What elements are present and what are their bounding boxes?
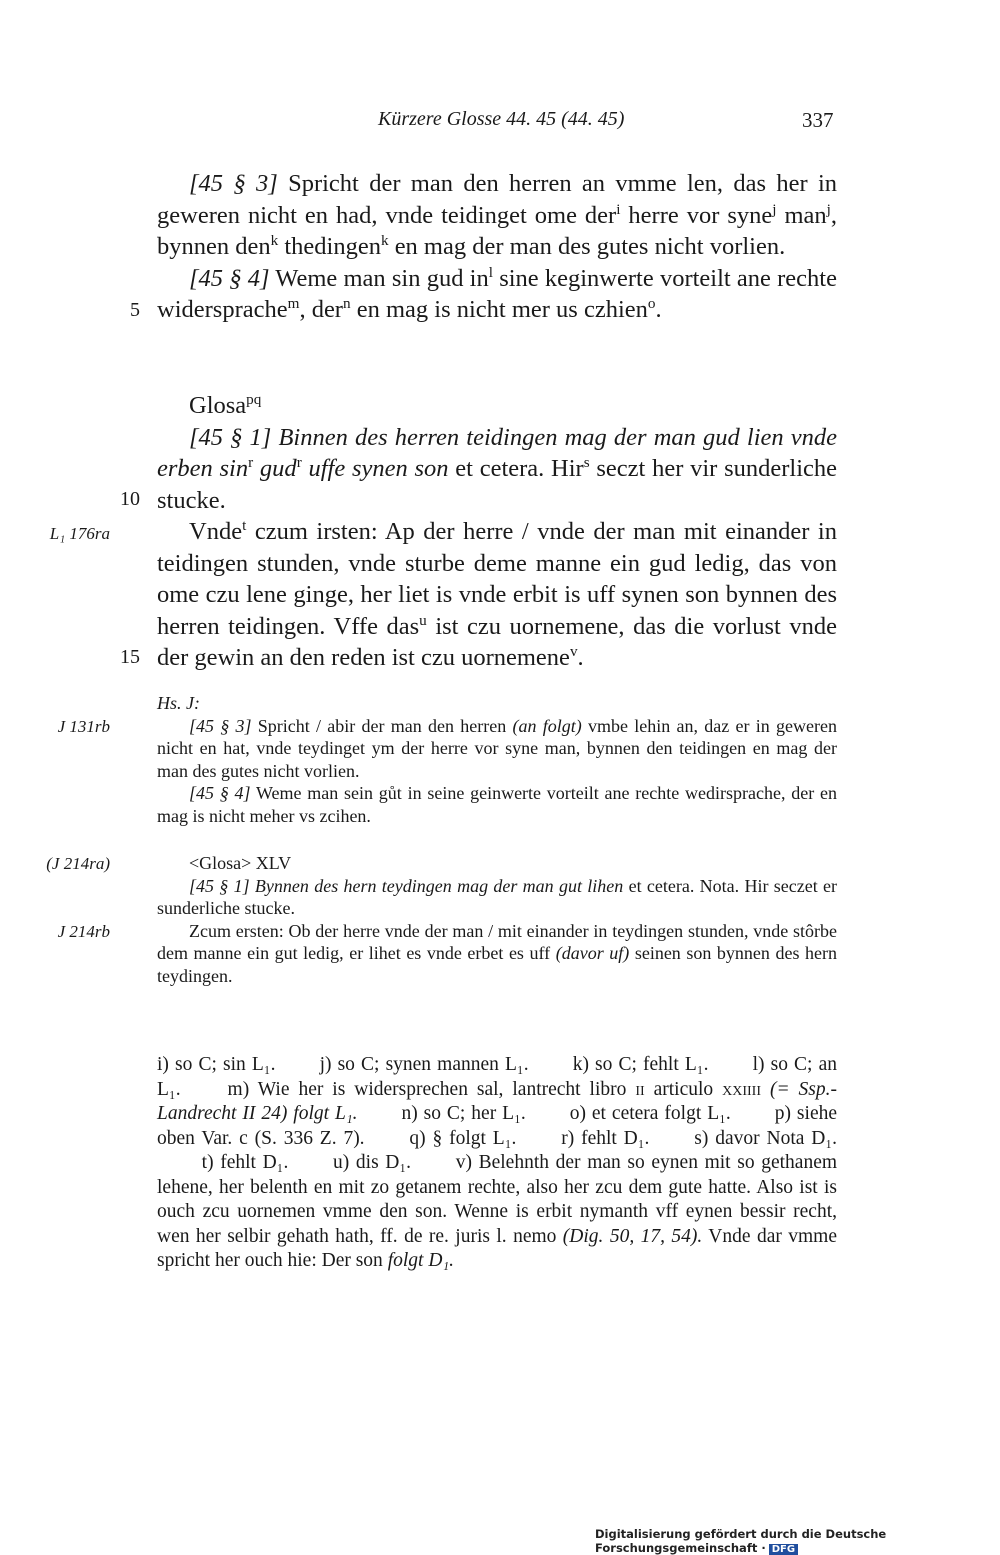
margin-ref: L₁ 176ra: [49, 524, 110, 543]
footnote-n: n) so C; her L₁.: [401, 1103, 526, 1124]
dfg-logo: DFG: [769, 1544, 798, 1555]
footnote-q: q) § folgt L₁.: [409, 1127, 517, 1149]
hs-paragraph-45-4: [45 § 4] Weme man sein gůt in seine geinwerte vorteilt ane rechte wedirsprache, der en mag is nicht meher vs zcihen.: [157, 783, 837, 826]
hs-paragraph-zcum-ersten: Zcum ersten: Ob der herre vnde der man / mit einander in teydingen stunden, vnde stôrbe dem manne ein gut ledig, er lihet es vnde erbet es uff (davor uf) seinen son bynnen des hern teydingen.: [157, 920, 837, 986]
main-text: [157, 168, 837, 326]
dfg-credit: Digitalisierung gefördert durch die Deutsche Forschungsgemeinschaft · DFG: [595, 1527, 887, 1555]
margin-ref: (J 214ra): [46, 854, 110, 873]
running-title: Kürzere Glosse 44. 45 (44. 45): [378, 108, 625, 130]
paragraph-czum-irsten: Vnde$^t$ czum irsten: Ap der herre / vnde der man mit einander in teidingen stunden, vnde sturbe deme manne ein gud ledig, das von ome czu lene ginge, her liet is vnde erbit is uff synen son bynnen des herren teidingen. Vffe das$^u$ ist czu uornemene, das die vorlust vnde der gewin an den reden ist czu uornemene$^v$.: [157, 516, 837, 671]
margin-ref: J 214rb: [57, 922, 110, 941]
footnotes: [157, 1053, 837, 1274]
footnote-v: v) Belehnth der man so eynen mit so gethanem lehene, her belenth en mit zo getanem rechte, also her zcu dem gute hatte. Also ist is ouch zcu uornemen vmme den son. Wenne is erbit nymanth vff eynen bessir recht, wen her selbir gehath hath, ff. de re. juris l. nemo (Dig. 50, 17, 54). Vnde dar vmme spricht her ouch hie: Der son folgt D₁.: [157, 1152, 838, 1271]
hs-label: Hs. J:: [157, 693, 200, 713]
footnote-k: k) so C; fehlt L₁.: [572, 1054, 709, 1075]
line-number: 10: [120, 488, 140, 510]
footnote-j: j) so C; synen mannen L₁.: [319, 1054, 529, 1075]
glosa-section: [157, 390, 837, 674]
footnote-p: p) siehe oben Var. c (S. 336 Z. 7).: [157, 1103, 837, 1149]
glosa-heading: Glosa$^{pq}$: [189, 390, 262, 419]
footnote-i: i) so C; sin L₁.: [157, 1054, 276, 1075]
footnote-m: m) Wie her is widersprechen sal, lantrecht libro ii articulo xxiiii (= Ssp.-Landrecht II 24) folgt L₁.: [157, 1078, 838, 1124]
paragraph-45-4: [45 § 4] Weme man sin gud $in^l$ sine keginwerte vorteilt ane rechte widersprache$^m$, der$^n$ en mag is nicht mer us czhien$^o$.: [157, 263, 837, 323]
margin-ref: J 131rb: [57, 717, 110, 736]
page-number: 337: [802, 108, 834, 132]
hs-paragraph-45-1: [45 § 1] Bynnen des hern teydingen mag der man gut lihen et cetera. Nota. Hir seczet er sunderliche stucke.: [157, 875, 837, 918]
hs-glosa-heading: <Glosa> XLV: [189, 853, 292, 873]
footnote-s: s) davor Nota D₁.: [694, 1127, 837, 1149]
hs-j-block: [157, 692, 837, 827]
hs-j-glosa-block: [157, 852, 837, 987]
footnote-o: o) et cetera folgt L₁.: [569, 1103, 731, 1124]
footnote-t: t) fehlt D₁.: [201, 1152, 289, 1173]
paragraph-45-3: [45 § 3] Spricht der man den herren an vmme len, das her in geweren nicht en had, vnde teidinget ome der$^i$ herre vor syne$^j$ man$^j$, bynnen den$^k$ thedingen$^k$ en mag der man des gutes nicht vorlien.: [157, 170, 838, 260]
paragraph-45-1: [45 § 1] Binnen des herren teidingen mag der man gud lien vnde erben $\sin^r gud^r$ uffe synen son et cetera. Hir$^s$ seczt her vir sunderliche stucke.: [157, 423, 838, 514]
line-number: 5: [130, 299, 140, 321]
hs-paragraph-45-3: [45 § 3] Spricht / abir der man den herren (an folgt) vmbe lehin an, daz er in geweren nicht en hat, vnde teydinget ym der herre vor syne man, bynnen den teidingen en mag der man des gutes nicht vorlien.: [157, 715, 837, 781]
line-number: 15: [120, 646, 140, 668]
footnote-r: r) fehlt D₁.: [561, 1127, 650, 1149]
footnote-u: u) dis D₁.: [333, 1152, 412, 1173]
footnote-l: l) so C; an L₁.: [157, 1054, 837, 1100]
